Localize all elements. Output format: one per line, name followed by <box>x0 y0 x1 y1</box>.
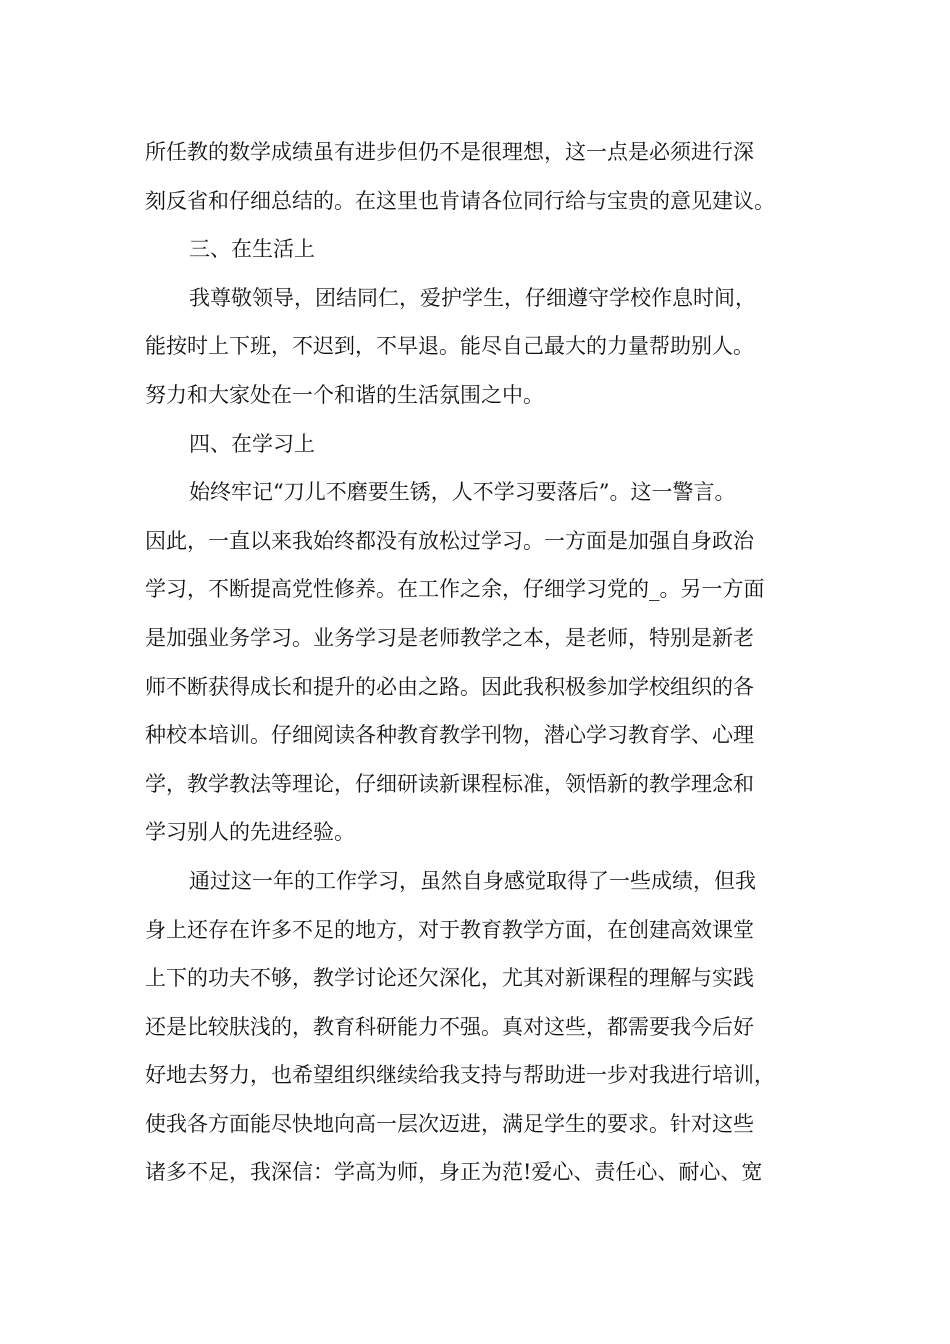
body-line-18: 上下的功夫不够，教学讨论还欠深化，尤其对新课程的理解与实践 <box>145 966 754 991</box>
body-line-11: 是加强业务学习。业务学习是老师教学之本，是老师，特别是新老 <box>145 625 754 650</box>
body-line-2: 刻反省和仔细总结的。在这里也肯请各位同行给与宝贵的意见建议。 <box>145 188 775 213</box>
document-body <box>145 128 825 1197</box>
body-line-5: 能按时上下班，不迟到，不早退。能尽自己最大的力量帮助别人。 <box>145 334 754 359</box>
body-line-19: 还是比较肤浅的，教育科研能力不强。真对这些，都需要我今后好 <box>145 1014 754 1039</box>
body-line-16: 通过这一年的工作学习，虽然自身感觉取得了一些成绩，但我 <box>189 868 756 893</box>
body-line-13: 种校本培训。仔细阅读各种教育教学刊物，潜心学习教育学、心理 <box>145 723 754 748</box>
body-line-20: 好地去努力，也希望组织继续给我支持与帮助进一步对我进行培训， <box>145 1063 775 1088</box>
body-line-10: 学习，不断提高党性修养。在工作之余，仔细学习党的_。另一方面 <box>145 577 765 602</box>
body-line-14: 学，教学教法等理论，仔细研读新课程标准，领悟新的教学理念和 <box>145 771 754 796</box>
section-heading-life: 三、在生活上 <box>189 237 315 262</box>
body-line-21: 使我各方面能尽快地向高一层次迈进，满足学生的要求。针对这些 <box>145 1111 754 1136</box>
body-line-9: 因此，一直以来我始终都没有放松过学习。一方面是加强自身政治 <box>145 528 754 553</box>
section-heading-study: 四、在学习上 <box>189 431 315 456</box>
body-line-17: 身上还存在许多不足的地方，对于教育教学方面，在创建高效课堂 <box>145 917 754 942</box>
body-line-4: 我尊敬领导，团结同仁，爱护学生，仔细遵守学校作息时间， <box>189 285 756 310</box>
body-line-6: 努力和大家处在一个和谐的生活氛围之中。 <box>145 382 544 407</box>
body-line-8: 始终牢记“刀儿不磨要生锈，人不学习要落后”。这一警言。 <box>189 480 736 505</box>
body-line-12: 师不断获得成长和提升的必由之路。因此我积极参加学校组织的各 <box>145 674 754 699</box>
body-line-22: 诸多不足，我深信：学高为师，身正为范!爱心、责任心、耐心、宽 <box>145 1160 763 1185</box>
body-line-15: 学习别人的先进经验。 <box>145 820 355 845</box>
body-line-1: 所任教的数学成绩虽有进步但仍不是很理想，这一点是必须进行深 <box>145 140 754 164</box>
